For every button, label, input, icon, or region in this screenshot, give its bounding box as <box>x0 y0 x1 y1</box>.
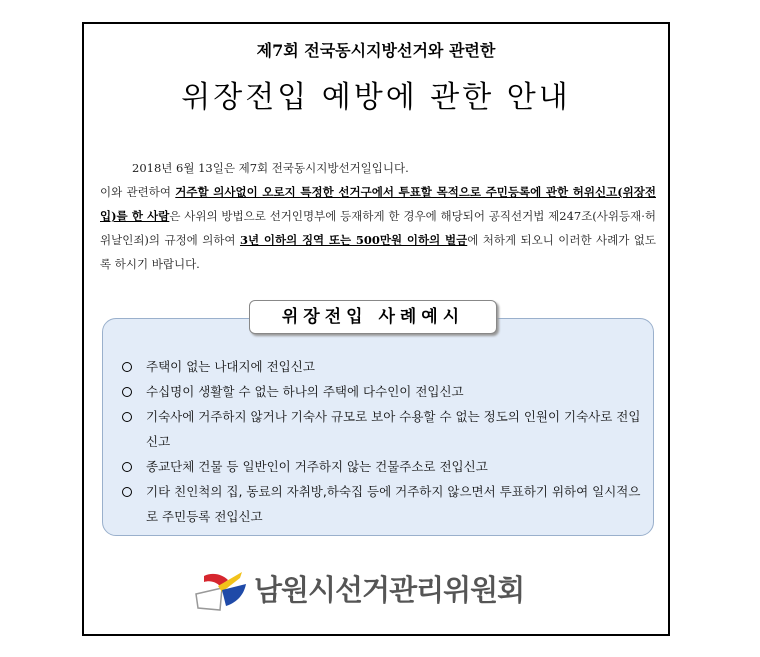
list-item-text: 수십명이 생활할 수 없는 하나의 주택에 다수인이 전입신고 <box>146 384 464 399</box>
list-item-text: 종교단체 건물 등 일반인이 거주하지 않는 건물주소로 전입신고 <box>146 459 488 474</box>
notice-frame <box>82 22 670 636</box>
body-line-date: 2018년 6월 13일은 제7회 전국동시지방선거일입니다. <box>132 161 409 175</box>
body-text-c: 은 사위의 방법으로 선거인명부에 등재하게 한 경우에 해당되어 공직선거법 제247조(사위등재·허위날인죄)의 규정에 의하여 <box>100 209 656 247</box>
examples-title: 위장전입 사례예시 <box>249 300 497 334</box>
notice-subtitle: 제7회 전국동시지방선거와 관련한 <box>256 41 496 60</box>
list-item <box>120 354 646 379</box>
circle-bullet-icon <box>122 362 132 372</box>
circle-bullet-icon <box>122 462 132 472</box>
list-item <box>120 454 646 479</box>
notice-title: 위장전입 예방에 관한 안내 <box>181 80 571 115</box>
body-text-e: 에 처하게 되오니 이러한 사례가 없도록 하시기 바랍니다. <box>100 233 657 271</box>
list-item <box>120 479 646 529</box>
list-item-text: 기타 친인척의 집, 동료의 자취방,하숙집 등에 거주하지 않으면서 투표하기 위하여 일시적으로 주민등록 전입신고 <box>146 484 641 524</box>
organization-name: 남원시선거관리위원회 <box>254 573 525 607</box>
list-item-text: 주택이 없는 나대지에 전입신고 <box>146 359 315 374</box>
list-item <box>120 404 646 454</box>
body-text-a: 이와 관련하여 <box>100 185 176 199</box>
circle-bullet-icon <box>122 387 132 397</box>
body-text-emphasis-1: 거주할 의사없이 오로지 특정한 선거구에서 투표할 목적으로 주민등록에 관한 허위신고(위장전입)를 한 사람 <box>100 185 656 223</box>
circle-bullet-icon <box>122 412 132 422</box>
list-item-text: 기숙사에 거주하지 않거나 기숙사 규모로 보아 수용할 수 없는 정도의 인원이 기숙사로 전입신고 <box>146 409 641 449</box>
list-item <box>120 379 646 404</box>
examples-list <box>120 354 646 529</box>
circle-bullet-icon <box>122 487 132 497</box>
notice-body <box>100 156 656 276</box>
election-commission-logo-icon <box>192 566 248 614</box>
body-text-emphasis-2: 3년 이하의 징역 또는 500만원 이하의 벌금 <box>239 233 468 247</box>
